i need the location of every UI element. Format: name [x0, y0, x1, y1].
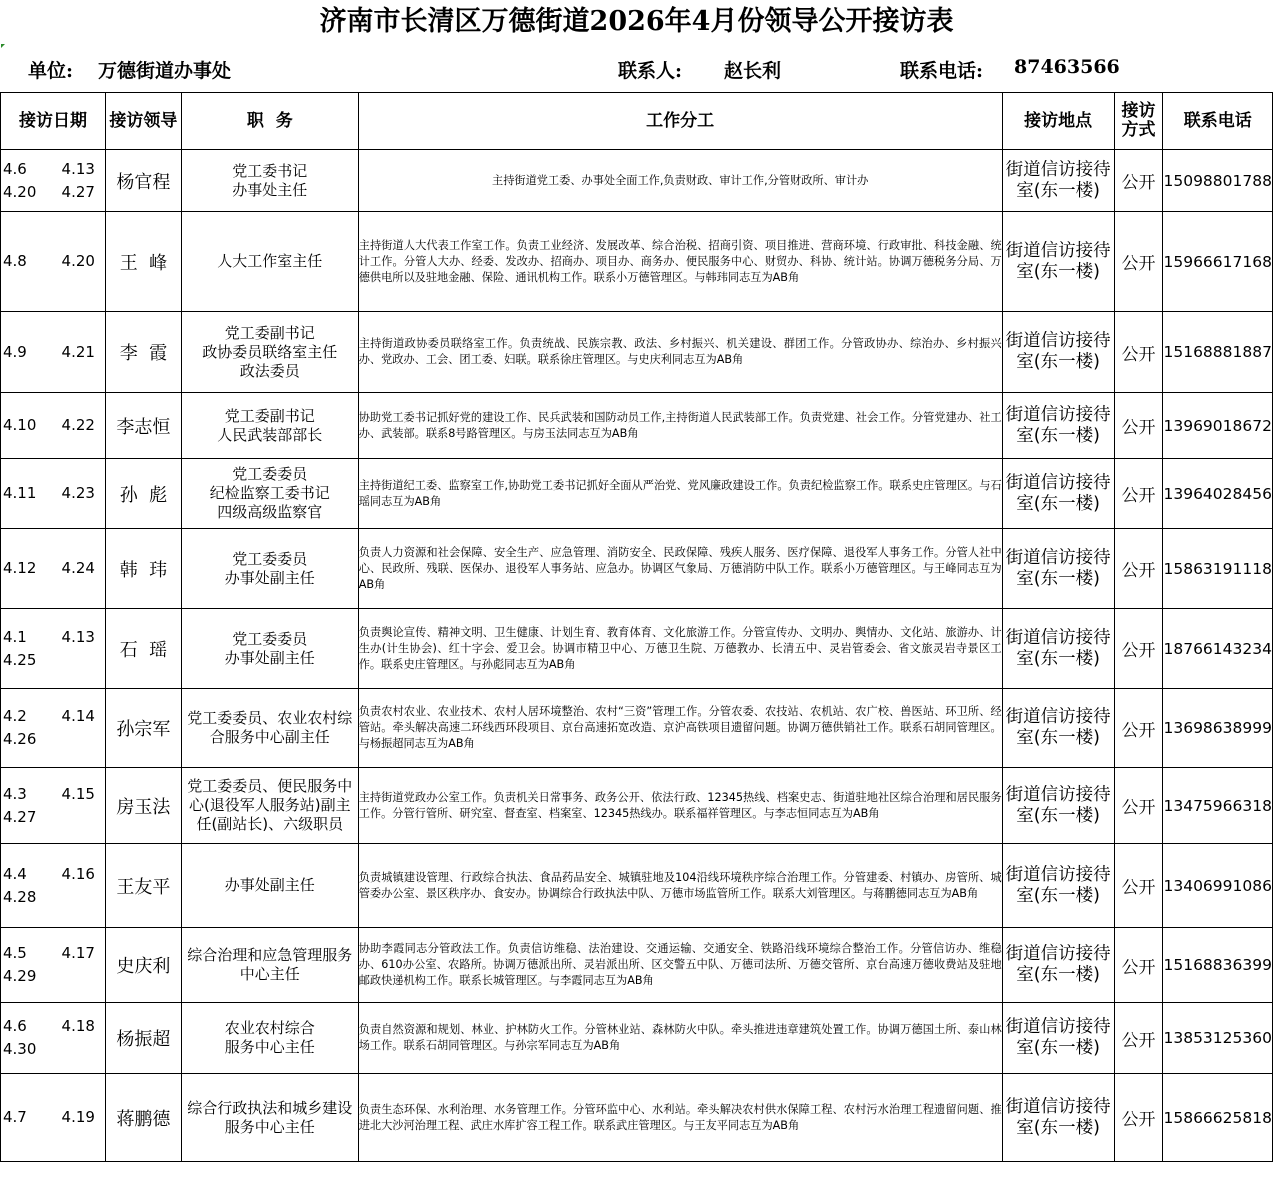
duty-description: 主持街道政协委员联络室工作。负责统战、民族宗教、政法、乡村振兴、机关建设、群团工作。分管政协办、综治办、乡村振兴办、党政办、工会、团工委、妇联。联系徐庄管理区。与史庆利同志互为AB角 — [358, 312, 1002, 393]
unit-label: 单位: — [28, 60, 74, 82]
position-line: 综合行政执法和城乡建设服务中心主任 — [187, 1098, 353, 1136]
table-row — [1, 150, 1273, 212]
contact-phone: 15966617168 — [1163, 212, 1273, 312]
contact-value: 赵长利 — [724, 60, 782, 82]
contact-phone: 13969018672 — [1163, 393, 1273, 459]
position-cell — [181, 459, 358, 529]
visit-date: 4.5 — [3, 944, 27, 962]
duty-description: 负责自然资源和规划、林业、护林防火工作。分管林业站、森林防火中队。牵头推进违章建筑处置工作。协调万德国土所、泰山林场工作。联系石胡同管理区。与孙宗军同志互为AB角 — [358, 1003, 1002, 1074]
leader-name: 李志恒 — [105, 393, 181, 459]
duty-description: 主持街道党政办公室工作。负责机关日常事务、政务公开、依法行政、12345热线、档案史志、街道驻地社区综合治理和居民服务工作。分管行管所、研究室、督查室、档案室、12345热线办。联系福祥管理区。与李志恒同志互为AB角 — [358, 768, 1002, 844]
header-position: 职 务 — [181, 93, 358, 150]
visit-date-cell — [1, 609, 106, 689]
header-method: 接访方式 — [1114, 93, 1163, 150]
visit-date: 4.9 — [3, 342, 27, 361]
leader-name: 王友平 — [105, 844, 181, 928]
visit-date: 4.16 — [61, 864, 95, 883]
visit-date: 4.20 — [3, 182, 37, 201]
position-line: 人大工作室主任 — [217, 252, 323, 270]
visit-date: 4.7 — [3, 1108, 27, 1126]
visit-date: 4.17 — [61, 944, 95, 962]
visit-date-cell — [1, 529, 106, 609]
visit-date: 4.15 — [61, 784, 95, 803]
position-cell — [181, 844, 358, 928]
visit-date: 4.3 — [3, 784, 27, 803]
position-line: 政协委员联络室主任 — [202, 342, 338, 361]
header-date: 接访日期 — [1, 93, 106, 150]
position-line: 党工委书记 — [232, 161, 308, 180]
position-cell — [181, 1074, 358, 1162]
leader-name: 蒋鹏德 — [105, 1074, 181, 1162]
contact-phone: 13406991086 — [1163, 844, 1273, 928]
duty-description: 主持街道党工委、办事处全面工作,负责财政、审计工作,分管财政所、审计办 — [358, 150, 1002, 212]
visit-place: 街道信访接待室(东一楼) — [1002, 212, 1114, 312]
duty-description: 协助党工委书记抓好党的建设工作、民兵武装和国防动员工作,主持街道人民武装部工作。负责党建、社会工作。分管党建办、社工办、武装部。联系8号路管理区。与房玉法同志互为AB角 — [358, 393, 1002, 459]
visit-place: 街道信访接待室(东一楼) — [1002, 1003, 1114, 1074]
visit-schedule-table — [0, 92, 1273, 1162]
visit-method: 公开 — [1114, 928, 1163, 1003]
position-cell — [181, 1003, 358, 1074]
position-line: 办事处副主任 — [224, 648, 315, 667]
duty-description: 负责舆论宣传、精神文明、卫生健康、计划生育、教育体育、文化旅游工作。分管宣传办、文明办、舆情办、文化站、旅游办、计生办(计生协会)、红十字会、爱卫会。协调市精卫中心、万德卫生院、万德教办、长清五中、灵岩管委会、省文旅灵岩寺景区工作。联系史庄管理区。与孙彪同志互为AB角 — [358, 609, 1002, 689]
visit-date: 4.19 — [61, 1108, 95, 1126]
visit-method: 公开 — [1114, 312, 1163, 393]
visit-date-cell — [1, 689, 106, 768]
contact-phone: 13853125360 — [1163, 1003, 1273, 1074]
position-cell — [181, 768, 358, 844]
visit-date-line — [1, 783, 105, 806]
visit-date: 4.24 — [61, 559, 95, 577]
visit-place: 街道信访接待室(东一楼) — [1002, 1074, 1114, 1162]
visit-date: 4.18 — [61, 1017, 95, 1035]
visit-date-cell — [1, 768, 106, 844]
leader-name: 韩 玮 — [105, 529, 181, 609]
contact-phone: 15168881887 — [1163, 312, 1273, 393]
visit-method: 公开 — [1114, 1074, 1163, 1162]
visit-method: 公开 — [1114, 150, 1163, 212]
visit-date-line — [1, 942, 105, 965]
duty-description: 协助李霞同志分管政法工作。负责信访维稳、法治建设、交通运输、交通安全、铁路沿线环境综合整治工作。分管信访办、维稳办、610办公室、农路所。协调万德派出所、灵岩派出所、区交警五中队、万德司法所、万德交管所、京台高速万德收费站及驻地邮政快递机构工作。联系长城管理区。与李霞同志互为AB角 — [358, 928, 1002, 1003]
visit-place: 街道信访接待室(东一楼) — [1002, 689, 1114, 768]
table-row — [1, 609, 1273, 689]
visit-date-line — [1, 250, 105, 273]
visit-date-line — [1, 1038, 105, 1061]
visit-date: 4.27 — [61, 182, 95, 201]
visit-method: 公开 — [1114, 529, 1163, 609]
visit-method: 公开 — [1114, 768, 1163, 844]
duty-description: 主持街道纪工委、监察室工作,协助党工委书记抓好全面从严治党、党风廉政建设工作。负责纪检监察工作。联系史庄管理区。与石瑶同志互为AB角 — [358, 459, 1002, 529]
header-leader: 接访领导 — [105, 93, 181, 150]
position-line: 党工委委员 — [232, 629, 308, 648]
visit-date: 4.6 — [3, 159, 27, 178]
visit-place: 街道信访接待室(东一楼) — [1002, 312, 1114, 393]
visit-date: 4.27 — [3, 807, 37, 826]
leader-name: 房玉法 — [105, 768, 181, 844]
position-cell — [181, 212, 358, 312]
contact-phone: 13698638999 — [1163, 689, 1273, 768]
visit-date-cell — [1, 150, 106, 212]
duty-description: 主持街道人大代表工作室工作。负责工业经济、发展改革、综合治税、招商引资、项目推进、营商环境、行政审批、科技金融、统计工作。分管人大办、经委、发改办、招商办、项目办、商务办、便民服务中心、财贸办、科协、统计站。协调万德税务分局、万德供电所以及驻地金融、保险、通讯机构工作。联系小万德管理区。与韩玮同志互为AB角 — [358, 212, 1002, 312]
leader-name: 李 霞 — [105, 312, 181, 393]
position-line: 纪检监察工委书记 — [209, 484, 330, 502]
position-line: 办事处副主任 — [224, 876, 315, 894]
header-phone: 联系电话 — [1163, 93, 1273, 150]
table-row — [1, 1074, 1273, 1162]
position-line: 党工委委员、便民服务中心(退役军人服务站)副主任(副站长)、六级职员 — [187, 777, 353, 833]
visit-date-line — [1, 965, 105, 988]
phone-label: 联系电话: — [900, 60, 984, 82]
position-cell — [181, 150, 358, 212]
visit-date-cell — [1, 459, 106, 529]
visit-date: 4.25 — [3, 650, 37, 669]
duty-description: 负责农村农业、农业技术、农村人居环境整治、农村“三资”管理工作。分管农委、农技站、农机站、农广校、兽医站、环卫所、经管站。牵头解决高速二环线西环段项目、京台高速拓宽改造、京沪高铁项目遗留问题。协调万德供销社工作。联系石胡同管理区。与杨振超同志互为AB角 — [358, 689, 1002, 768]
header-place: 接访地点 — [1002, 93, 1114, 150]
leader-name: 王 峰 — [105, 212, 181, 312]
visit-date: 4.8 — [3, 252, 27, 270]
position-cell — [181, 529, 358, 609]
visit-method: 公开 — [1114, 393, 1163, 459]
position-cell — [181, 312, 358, 393]
header-row — [1, 93, 1273, 150]
position-cell — [181, 609, 358, 689]
table-row — [1, 459, 1273, 529]
visit-date: 4.6 — [3, 1017, 27, 1035]
visit-place: 街道信访接待室(东一楼) — [1002, 529, 1114, 609]
visit-date-line — [1, 557, 105, 580]
visit-date: 4.13 — [61, 159, 95, 178]
visit-method: 公开 — [1114, 212, 1163, 312]
table-row — [1, 844, 1273, 928]
visit-date-cell — [1, 844, 106, 928]
visit-date-line — [1, 1106, 105, 1129]
visit-date-line — [1, 341, 105, 364]
position-line: 农业农村综合 — [224, 1019, 315, 1037]
contact-phone: 15098801788 — [1163, 150, 1273, 212]
visit-date: 4.23 — [61, 484, 95, 502]
visit-date: 4.12 — [3, 559, 37, 577]
position-line: 党工委委员 — [232, 549, 308, 568]
visit-date: 4.11 — [3, 484, 37, 502]
visit-place: 街道信访接待室(东一楼) — [1002, 393, 1114, 459]
visit-date: 4.13 — [61, 627, 95, 646]
visit-date-cell — [1, 312, 106, 393]
position-line: 人民武装部部长 — [217, 425, 323, 444]
duty-description: 负责生态环保、水利治理、水务管理工作。分管环监中心、水利站。牵头解决农村供水保障工程、农村污水治理工程遗留问题、推进北大沙河治理工程、武庄水库扩容工程工作。联系武庄管理区。与王友平同志互为AB角 — [358, 1074, 1002, 1162]
visit-place: 街道信访接待室(东一楼) — [1002, 609, 1114, 689]
contact-phone: 15168836399 — [1163, 928, 1273, 1003]
visit-method: 公开 — [1114, 609, 1163, 689]
visit-date: 4.2 — [3, 707, 27, 725]
position-cell — [181, 689, 358, 768]
page-title: 济南市长清区万德街道2026年4月份领导公开接访表 — [319, 6, 954, 37]
position-line: 党工委副书记 — [224, 406, 315, 425]
phone-value: 87463566 — [1014, 56, 1120, 78]
visit-date: 4.30 — [3, 1040, 37, 1058]
visit-date-line — [1, 626, 105, 649]
position-line: 办事处主任 — [232, 180, 308, 199]
visit-method: 公开 — [1114, 1003, 1163, 1074]
table-row — [1, 928, 1273, 1003]
visit-method: 公开 — [1114, 844, 1163, 928]
table-row — [1, 768, 1273, 844]
contact-label: 联系人: — [618, 60, 683, 82]
visit-date-line — [1, 705, 105, 728]
position-line: 办事处副主任 — [224, 568, 315, 587]
position-line: 四级高级监察官 — [217, 503, 323, 521]
visit-date: 4.21 — [61, 342, 95, 361]
contact-phone: 13475966318 — [1163, 768, 1273, 844]
contact-phone: 18766143234 — [1163, 609, 1273, 689]
position-line: 综合治理和应急管理服务中心主任 — [187, 946, 353, 983]
visit-method: 公开 — [1114, 459, 1163, 529]
visit-date-cell — [1, 928, 106, 1003]
visit-date-cell — [1, 212, 106, 312]
table-body — [1, 150, 1273, 1162]
visit-date-line — [1, 1015, 105, 1038]
visit-date-line — [1, 863, 105, 886]
visit-place: 街道信访接待室(东一楼) — [1002, 768, 1114, 844]
table-row — [1, 689, 1273, 768]
visit-date-line — [1, 886, 105, 909]
visit-method: 公开 — [1114, 689, 1163, 768]
visit-place: 街道信访接待室(东一楼) — [1002, 150, 1114, 212]
visit-date: 4.4 — [3, 864, 27, 883]
duty-description: 负责城镇建设管理、行政综合执法、食品药品安全、城镇驻地及104沿线环境秩序综合治理工作。分管建委、村镇办、房管所、城管委办公室、景区秩序办、食安办。协调综合行政执法中队、万德市场监管所工作。联系大刘管理区。与蒋鹏德同志互为AB角 — [358, 844, 1002, 928]
leader-name: 史庆利 — [105, 928, 181, 1003]
position-cell — [181, 393, 358, 459]
position-line: 党工委副书记 — [224, 323, 315, 342]
contact-phone: 15863191118 — [1163, 529, 1273, 609]
visit-date: 4.1 — [3, 627, 27, 646]
visit-date-line — [1, 728, 105, 751]
table-row — [1, 212, 1273, 312]
table-row — [1, 529, 1273, 609]
visit-date: 4.20 — [61, 252, 95, 270]
visit-date: 4.14 — [61, 707, 95, 725]
visit-date: 4.28 — [3, 887, 37, 906]
visit-date-cell — [1, 1003, 106, 1074]
visit-date-line — [1, 414, 105, 437]
info-bar — [0, 44, 1273, 90]
header-duty: 工作分工 — [358, 93, 1002, 150]
position-cell — [181, 928, 358, 1003]
position-line: 党工委委员、农业农村综合服务中心副主任 — [187, 709, 353, 746]
position-line: 服务中心主任 — [224, 1038, 315, 1056]
visit-date-line — [1, 806, 105, 829]
table-row — [1, 393, 1273, 459]
contact-phone: 15866625818 — [1163, 1074, 1273, 1162]
contact-phone: 13964028456 — [1163, 459, 1273, 529]
visit-place: 街道信访接待室(东一楼) — [1002, 844, 1114, 928]
visit-place: 街道信访接待室(东一楼) — [1002, 928, 1114, 1003]
table-row — [1, 312, 1273, 393]
visit-date-line — [1, 181, 105, 204]
leader-name: 杨振超 — [105, 1003, 181, 1074]
visit-date: 4.10 — [3, 416, 37, 434]
position-line: 政法委员 — [239, 361, 300, 380]
leader-name: 石 瑶 — [105, 609, 181, 689]
visit-date-line — [1, 649, 105, 672]
visit-date: 4.29 — [3, 967, 37, 985]
visit-date-line — [1, 158, 105, 181]
leader-name: 杨官程 — [105, 150, 181, 212]
leader-name: 孙宗军 — [105, 689, 181, 768]
unit-value: 万德街道办事处 — [98, 60, 232, 82]
visit-date: 4.26 — [3, 730, 37, 748]
visit-place: 街道信访接待室(东一楼) — [1002, 459, 1114, 529]
position-line: 党工委委员 — [232, 465, 308, 483]
table-row — [1, 1003, 1273, 1074]
visit-date-line — [1, 482, 105, 505]
duty-description: 负责人力资源和社会保障、安全生产、应急管理、消防安全、民政保障、残疾人服务、医疗保障、退役军人事务工作。分管人社中心、民政所、残联、医保办、退役军人事务站、应急办。协调区气象局、万德消防中队工作。联系小万德管理区。与王峰同志互为AB角 — [358, 529, 1002, 609]
visit-date: 4.22 — [61, 416, 95, 434]
visit-date-cell — [1, 393, 106, 459]
leader-name: 孙 彪 — [105, 459, 181, 529]
visit-date-cell — [1, 1074, 106, 1162]
